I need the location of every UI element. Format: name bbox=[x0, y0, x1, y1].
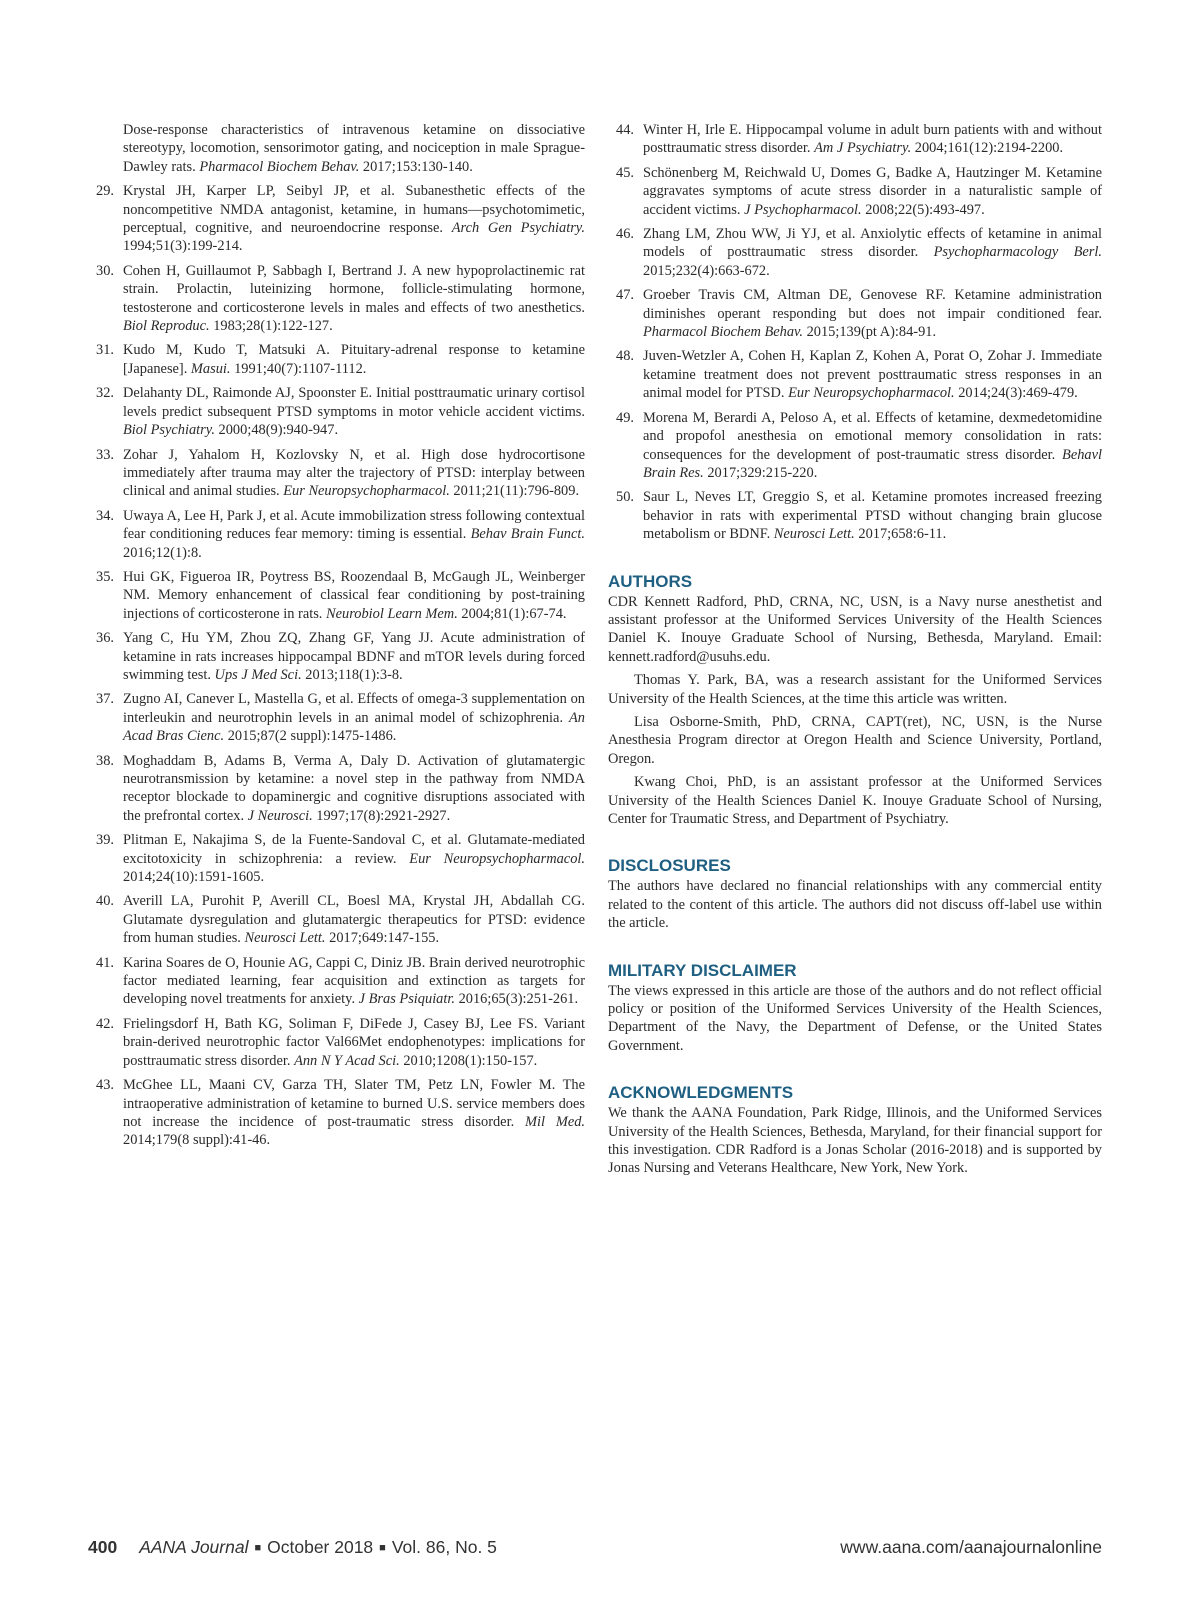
reference-text: Yang C, Hu YM, Zhou ZQ, Zhang GF, Yang JJ. Acute administration of ketamine in rats increases hippocampal BDNF and mTOR levels during forced swimming test. bbox=[123, 630, 585, 683]
reference-citation: 2016;65(3):251-261. bbox=[454, 991, 579, 1008]
reference-citation: 2004;81(1):67-74. bbox=[457, 605, 567, 622]
disclosures-text: The authors have declared no financial relationships with any commercial entity related to the content of this article. The authors did not discuss off-label use within the article. bbox=[608, 878, 1102, 932]
reference-item bbox=[88, 752, 585, 826]
military-disclaimer-section bbox=[608, 961, 1102, 1056]
reference-citation: 1983;28(1):122-127. bbox=[209, 318, 333, 335]
reference-item bbox=[88, 446, 585, 501]
separator-square: ■ bbox=[254, 1542, 262, 1554]
reference-citation: 2015;232(4):663-672. bbox=[643, 262, 770, 279]
reference-journal: Masui. bbox=[190, 360, 231, 377]
reference-item bbox=[608, 164, 1102, 219]
journal-name: AANA Journal bbox=[139, 1537, 249, 1557]
reference-text: Saur L, Neves LT, Greggio S, et al. Ketamine promotes increased freezing behavior in rats with experimental PTSD without changing brain glucose metabolism or BDNF. bbox=[643, 489, 1102, 543]
reference-journal: J Psychopharmacol. bbox=[744, 201, 862, 218]
reference-journal: Behav Brain Funct. bbox=[470, 526, 585, 543]
page-footer bbox=[88, 1537, 1102, 1561]
reference-text: Averill LA, Purohit P, Averill CL, Boesl MA, Krystal JH, Abdallah CG. Glutamate dysregulation and glutamatergic therapeutics for PTSD: evidence from human studies. bbox=[123, 893, 585, 947]
reference-text: Hui GK, Figueroa IR, Poytress BS, Roozendaal B, McGaugh JL, Weinberger NM. Memory enhancement of classical fear conditioning by post-training injections of corticosterone in rats. bbox=[123, 568, 585, 622]
reference-number: 47. bbox=[616, 287, 634, 304]
reference-journal: Neurobiol Learn Mem. bbox=[326, 605, 458, 622]
disclosures-section bbox=[608, 856, 1102, 932]
left-column bbox=[88, 121, 585, 1156]
author-bio: Thomas Y. Park, BA, was a research assistant for the Uniformed Services University of the Health Sciences, at the time this article was written. bbox=[608, 672, 1102, 707]
reference-item bbox=[88, 507, 585, 562]
reference-citation: 1997;17(8):2921-2927. bbox=[312, 807, 451, 824]
reference-text: Krystal JH, Karper LP, Seibyl JP, et al. Subanesthetic effects of the noncompetitive NMDA antagonist, ketamine, in humans—psychotomimetic, perceptual, cognitive, and neuroendocrine response. bbox=[123, 183, 585, 237]
reference-item bbox=[608, 225, 1102, 280]
reference-number: 46. bbox=[616, 226, 634, 243]
reference-number: 39. bbox=[96, 832, 114, 849]
reference-journal: Biol Psychiatry. bbox=[123, 422, 215, 439]
author-bio: CDR Kennett Radford, PhD, CRNA, NC, USN, is a Navy nurse anesthetist and assistant professor at the Uniformed Services University of the Health Sciences Daniel K. Inouye Graduate School of Nursing, Bethesda, Maryland. Email: kennett.radford@usuhs.edu. bbox=[608, 593, 1102, 665]
reference-journal: Ann N Y Acad Sci. bbox=[294, 1052, 400, 1069]
military-disclaimer-heading: MILITARY DISCLAIMER bbox=[608, 960, 797, 980]
authors-heading: AUTHORS bbox=[608, 571, 693, 591]
reference-journal: Eur Neuropsychopharmacol. bbox=[788, 385, 955, 402]
reference-item bbox=[608, 409, 1102, 483]
reference-number: 37. bbox=[96, 691, 114, 708]
reference-number: 48. bbox=[616, 348, 634, 365]
reference-journal: Behavl Brain Res. bbox=[643, 446, 1102, 481]
reference-journal: Biol Reproduc. bbox=[123, 318, 210, 335]
reference-item bbox=[88, 182, 585, 256]
reference-text: Morena M, Berardi A, Peloso A, et al. Effects of ketamine, dexmedetomidine and propofol anesthesia on emotional memory consolidation in rats: consequences for the development of post-traumatic stress disorder. bbox=[643, 409, 1102, 463]
disclosures-heading: DISCLOSURES bbox=[608, 856, 731, 876]
reference-text: McGhee LL, Maani CV, Garza TH, Slater TM, Petz LN, Fowler M. The intraoperative administration of ketamine to burned U.S. service members does not increase the incidence of post-traumatic stress disorder. bbox=[123, 1077, 585, 1130]
reference-number: 40. bbox=[96, 893, 114, 910]
reference-item bbox=[608, 121, 1102, 158]
reference-number: 36. bbox=[96, 630, 114, 647]
reference-item bbox=[88, 1076, 585, 1150]
reference-citation: 2014;24(3):469-479. bbox=[954, 385, 1078, 402]
reference-item bbox=[608, 286, 1102, 341]
reference-text: Delahanty DL, Raimonde AJ, Spoonster E. Initial posttraumatic urinary cortisol levels predict subsequent PTSD symptoms in motor vehicle accident victims. bbox=[123, 385, 585, 420]
reference-item bbox=[88, 629, 585, 684]
reference-citation: 2013;118(1):3-8. bbox=[301, 666, 403, 683]
reference-journal: Ups J Med Sci. bbox=[214, 666, 302, 683]
reference-journal: Neurosci Lett. bbox=[244, 930, 326, 947]
reference-item bbox=[88, 341, 585, 378]
military-disclaimer-text: The views expressed in this article are those of the authors and do not reflect official policy or position of the Uniformed Services University of the Health Sciences, Department of the Navy, the Department of Defense, or the United States Government. bbox=[608, 982, 1102, 1054]
reference-citation: 1994;51(3):199-214. bbox=[123, 238, 243, 255]
reference-text: Moghaddam B, Adams B, Verma A, Daly D. Activation of glutamatergic neurotransmission by ketamine: a novel step in the pathway from NMDA receptor blockade to dopaminergic and cognitive disruptions associated with the prefrontal cortex. bbox=[123, 752, 585, 824]
reference-number: 50. bbox=[616, 489, 634, 506]
reference-journal: J Neurosci. bbox=[247, 807, 313, 824]
reference-citation: 2000;48(9):940-947. bbox=[214, 422, 339, 439]
reference-item bbox=[88, 892, 585, 947]
reference-citation: 2010;1208(1):150-157. bbox=[399, 1052, 538, 1069]
authors-section bbox=[608, 572, 1102, 829]
reference-text: Karina Soares de O, Hounie AG, Cappi C, Diniz JB. Brain derived neurotrophic factor mediated learning, fear acquisition and extinction as targets for developing novel treatments for anxiety. bbox=[123, 954, 585, 1008]
reference-list-right bbox=[608, 121, 1102, 544]
reference-text: Frielingsdorf H, Bath KG, Soliman F, DiFede J, Casey BJ, Lee FS. Variant brain-derived neurotrophic factor Val66Met endophenotypes: implications for posttraumatic stress disorder. bbox=[123, 1015, 585, 1069]
reference-list-left bbox=[88, 182, 585, 1150]
reference-text: Zhang LM, Zhou WW, Ji YJ, et al. Anxiolytic effects of ketamine in animal models of posttraumatic stress disorder. bbox=[643, 226, 1102, 261]
reference-number: 31. bbox=[96, 342, 114, 359]
reference-journal: Neurosci Lett. bbox=[773, 526, 855, 543]
reference-item bbox=[88, 384, 585, 439]
reference-text: Zugno AI, Canever L, Mastella G, et al. Effects of omega-3 supplementation on interleukin and neurotrophin levels in an animal model of schizophrenia. bbox=[123, 691, 585, 726]
reference-citation: 2017;649:147-155. bbox=[325, 930, 440, 947]
reference-number: 49. bbox=[616, 409, 634, 426]
reference-item bbox=[608, 488, 1102, 543]
reference-number: 43. bbox=[96, 1077, 114, 1094]
reference-number: 42. bbox=[96, 1015, 114, 1032]
acknowledgments-text: We thank the AANA Foundation, Park Ridge, Illinois, and the Uniformed Services University of the Health Sciences, Bethesda, Maryland, for their financial support for this investigation. CDR Radford is a Jonas Scholar (2016-2018) and is supported by Jonas Nursing and Veterans Healthcare, New York, New York. bbox=[608, 1105, 1102, 1177]
reference-number: 41. bbox=[96, 954, 114, 971]
reference-journal: Eur Neuropsychopharmacol. bbox=[283, 483, 450, 500]
reference-text: Uwaya A, Lee H, Park J, et al. Acute immobilization stress following contextual fear conditioning reduces fear memory: timing is essential. bbox=[123, 507, 585, 543]
reference-number: 33. bbox=[96, 446, 114, 463]
reference-citation: 2008;22(5):493-497. bbox=[861, 201, 985, 218]
reference-journal: J Bras Psiquiatr. bbox=[358, 991, 455, 1008]
reference-number: 30. bbox=[96, 262, 114, 279]
reference-text: Schönenberg M, Reichwald U, Domes G, Badke A, Hautzinger M. Ketamine aggravates symptoms of acute stress disorder in a naturalistic sample of accident victims. bbox=[643, 164, 1102, 218]
reference-citation: 2016;12(1):8. bbox=[123, 544, 202, 561]
reference-citation: 2015;139(pt A):84-91. bbox=[802, 324, 937, 341]
reference-number: 35. bbox=[96, 568, 114, 585]
reference-journal: Psychopharmacology Berl. bbox=[933, 244, 1102, 261]
reference-item bbox=[88, 954, 585, 1009]
volume-issue: Vol. 86, No. 5 bbox=[391, 1537, 497, 1557]
reference-item bbox=[88, 568, 585, 623]
reference-journal: Pharmacol Biochem Behav. bbox=[643, 324, 803, 341]
issue-date: October 2018 bbox=[267, 1537, 374, 1557]
reference-number: 32. bbox=[96, 385, 114, 402]
reference-item bbox=[88, 831, 585, 886]
author-bio: Kwang Choi, PhD, is an assistant professor at the Uniformed Services University of the Health Sciences Daniel K. Inouye Graduate School of Nursing, Center for Traumatic Stress, and Department of Psychiatry. bbox=[608, 774, 1102, 827]
reference-citation: 2014;24(10):1591-1605. bbox=[123, 869, 265, 886]
reference-journal: Eur Neuropsychopharmacol. bbox=[409, 850, 585, 867]
reference-journal: Am J Psychiatry. bbox=[814, 140, 912, 157]
reference-item bbox=[608, 347, 1102, 402]
reference-number: 29. bbox=[96, 183, 114, 200]
author-bio: Lisa Osborne-Smith, PhD, CRNA, CAPT(ret), NC, USN, is the Nurse Anesthesia Program director at Oregon Health and Science University, Portland, Oregon. bbox=[608, 713, 1102, 767]
reference-citation: 2017;658:6-11. bbox=[854, 526, 947, 543]
journal-url: www.aana.com/aanajournalonline bbox=[840, 1537, 1102, 1557]
reference-number: 38. bbox=[96, 752, 114, 769]
acknowledgments-section bbox=[608, 1083, 1102, 1178]
reference-number: 45. bbox=[616, 164, 634, 181]
reference-item bbox=[88, 1015, 585, 1070]
separator-square: ■ bbox=[379, 1542, 386, 1554]
reference-text: Groeber Travis CM, Altman DE, Genovese RF. Ketamine administration diminishes operant responding but does not impair conditioned fear. bbox=[643, 287, 1102, 322]
reference-citation: 2015;87(2 suppl):1475-1486. bbox=[224, 728, 397, 745]
reference-text: Kudo M, Kudo T, Matsuki A. Pituitary-adrenal response to ketamine [Japanese]. bbox=[123, 342, 585, 377]
reference-number: 34. bbox=[96, 507, 114, 524]
acknowledgments-heading: ACKNOWLEDGMENTS bbox=[608, 1083, 794, 1103]
reference-citation: 2004;161(12):2194-2200. bbox=[911, 140, 1064, 157]
reference-28-continued: Dose-response characteristics of intravenous ketamine on dissociative stereotypy, locomotion, sensorimotor gating, and nociception in male Sprague-Dawley rats. Pharmacol Biochem Behav. 2017;153:130-140. bbox=[123, 122, 585, 175]
reference-text: Cohen H, Guillaumot P, Sabbagh I, Bertrand J. A new hypoprolactinemic rat strain. Prolactin, luteinizing hormone, follicle-stimulating hormone, testosterone and corticosterone levels in males and effects of two anesthetics. bbox=[123, 262, 585, 316]
reference-item bbox=[88, 690, 585, 745]
reference-text: Plitman E, Nakajima S, de la Fuente-Sandoval C, et al. Glutamate-mediated excitotoxicity in schizophrenia: a review. bbox=[123, 832, 585, 867]
reference-item bbox=[88, 262, 585, 336]
reference-citation: 2017;329:215-220. bbox=[703, 464, 818, 481]
reference-citation: 2011;21(11):796-809. bbox=[449, 483, 580, 500]
reference-text: Juven-Wetzler A, Cohen H, Kaplan Z, Kohen A, Porat O, Zohar J. Immediate ketamine treatment does not prevent posttraumatic stress responses in an animal model for PTSD. bbox=[643, 348, 1102, 402]
reference-journal: Arch Gen Psychiatry. bbox=[451, 220, 586, 237]
reference-text: Winter H, Irle E. Hippocampal volume in adult burn patients with and without posttraumatic stress disorder. bbox=[643, 122, 1102, 157]
right-column bbox=[608, 121, 1102, 1183]
reference-citation: 2014;179(8 suppl):41-46. bbox=[123, 1132, 271, 1149]
reference-journal: Mil Med. bbox=[525, 1113, 586, 1130]
reference-citation: 1991;40(7):1107-1112. bbox=[230, 360, 367, 377]
page-number: 400 bbox=[88, 1537, 118, 1557]
reference-journal: An Acad Bras Cienc. bbox=[123, 709, 585, 745]
reference-number: 44. bbox=[616, 122, 634, 138]
reference-text: Zohar J, Yahalom H, Kozlovsky N, et al. High dose hydrocortisone immediately after trauma may alter the trajectory of PTSD: interplay between clinical and animal studies. bbox=[123, 446, 585, 500]
